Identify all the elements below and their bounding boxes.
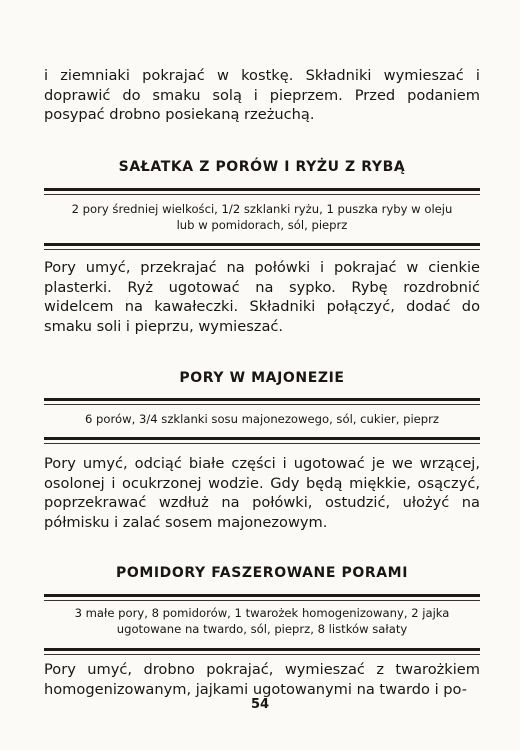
intro-paragraph: i ziemniaki pokrajać w kostkę. Składniki wymieszać i doprawić do smaku solą i pieprzem. Przed podaniem posypać drobno posiekaną rzeżuchą. (44, 67, 480, 123)
recipe-instructions: Pory umyć, przekrajać na połówki i pokrajać w cienkie plasterki. Ryż ugotować na sypko. Rybę rozdrobnić widelcem na kawałeczki. Składniki połączyć, dodać do smaku soli i pieprzu, wymieszać. (44, 259, 480, 335)
recipe-title-stuffed-tomatoes: POMIDORY FASZEROWANE PORAMI (115, 565, 409, 581)
ingredients-line: ugotowane na twardo, sól, pieprz, 8 listków sałaty (116, 622, 408, 636)
section-rule (44, 600, 480, 601)
section-rule (44, 437, 480, 440)
section-rule (44, 443, 480, 444)
ingredients-line: 6 porów, 3/4 szklanki sosu majonezowego, sól, cukier, pieprz (84, 412, 440, 426)
section-rule (44, 594, 480, 597)
section-rule (44, 404, 480, 405)
section-rule (44, 188, 480, 191)
section-rule (44, 249, 480, 250)
recipe-instructions: Pory umyć, drobno pokrajać, wymieszać z twarożkiem homogenizowanym, jajkami ugotowanymi na twardo i po- (44, 661, 480, 698)
section-rule (44, 648, 480, 651)
section-rule (44, 654, 480, 655)
ingredients-line: lub w pomidorach, sól, pieprz (176, 218, 348, 232)
section-rule (44, 398, 480, 401)
ingredients-line: 3 małe pory, 8 pomidorów, 1 twarożek homogenizowany, 2 jajka (74, 606, 450, 620)
recipe-title-salad: SAŁATKA Z PORÓW I RYŻU Z RYBĄ (118, 159, 406, 175)
recipe-instructions: Pory umyć, odciąć białe części i ugotować je we wrzącej, osolonej i ocukrzonej wodzie. Gdy będą miękkie, osączyć, poprzekrawać wzdłuż na połówki, ostudzić, ułożyć na półmisku i zalać sosem majonezowym. (44, 455, 480, 531)
ingredients-line: 2 pory średniej wielkości, 1/2 szklanki ryżu, 1 puszka ryby w oleju (71, 202, 453, 216)
section-rule (44, 243, 480, 246)
section-rule (44, 194, 480, 195)
page-number: 54 (250, 697, 270, 712)
recipe-title-leeks-mayo: PORY W MAJONEZIE (179, 370, 345, 386)
